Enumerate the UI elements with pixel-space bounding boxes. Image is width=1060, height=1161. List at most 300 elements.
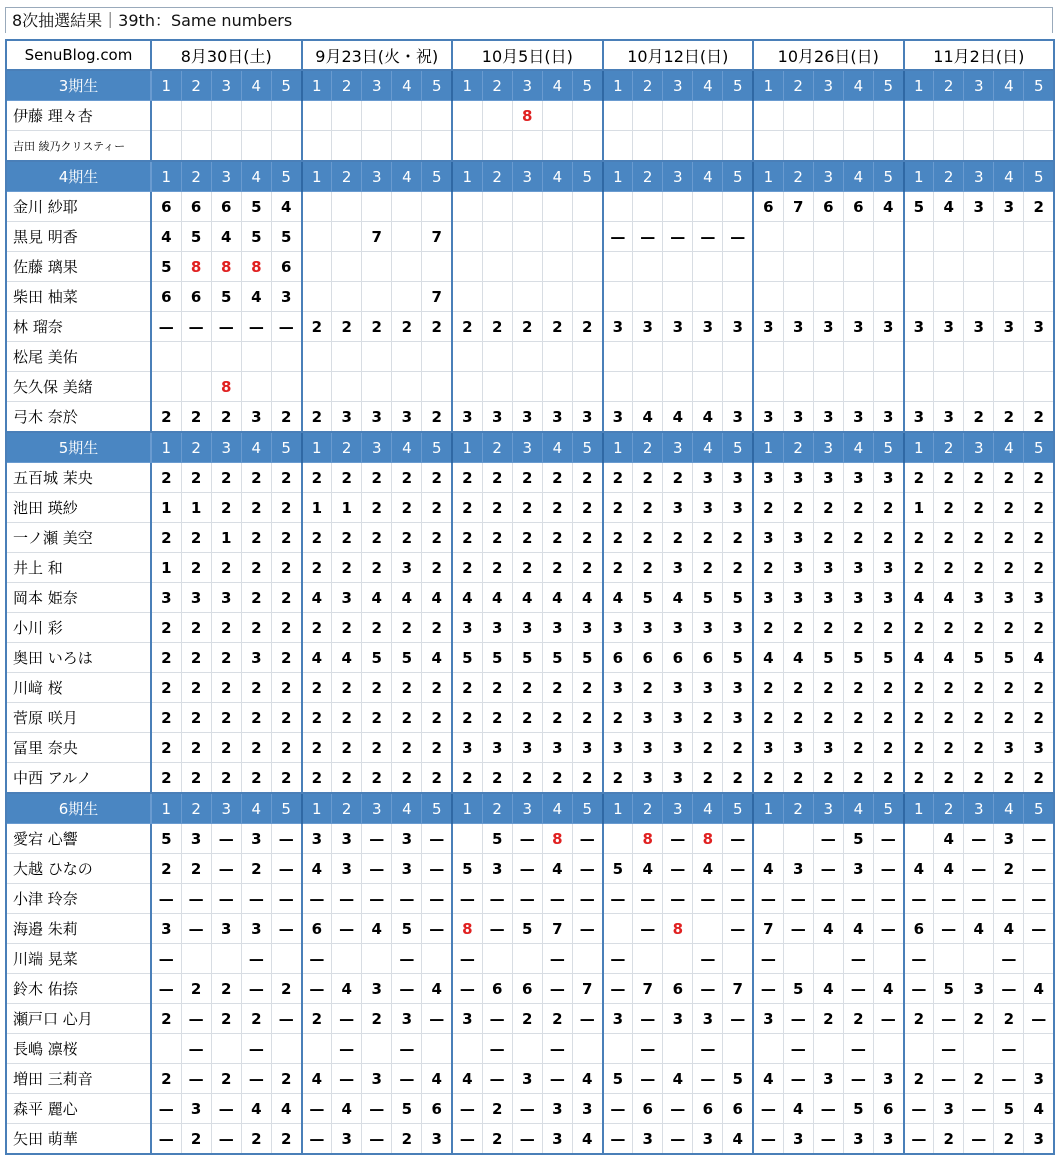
value-cell: 2	[603, 523, 633, 553]
value-cell	[663, 101, 693, 131]
value-cell: 2	[633, 553, 663, 583]
value-cell: 3	[603, 1004, 633, 1034]
value-cell: 6	[663, 643, 693, 673]
value-cell: 5	[542, 643, 572, 673]
value-cell: 3	[542, 1094, 572, 1124]
value-cell	[873, 222, 903, 252]
member-name: 鈴木 佑捺	[6, 974, 151, 1004]
value-cell	[392, 222, 422, 252]
table-row	[6, 553, 1054, 583]
column-number: 3	[512, 432, 542, 463]
value-cell: 2	[964, 673, 994, 703]
value-cell: 4	[1024, 974, 1054, 1004]
column-number: 1	[452, 70, 482, 101]
column-number: 1	[302, 793, 332, 824]
value-cell: 2	[241, 673, 271, 703]
value-cell: 2	[211, 553, 241, 583]
value-cell	[482, 282, 512, 312]
value-cell	[663, 252, 693, 282]
value-cell: 7	[422, 282, 452, 312]
value-cell: 3	[783, 312, 813, 342]
value-cell: 2	[934, 763, 964, 794]
value-cell: 3	[482, 733, 512, 763]
value-cell	[452, 252, 482, 282]
value-cell	[934, 372, 964, 402]
value-cell: 2	[211, 733, 241, 763]
value-cell: 2	[271, 523, 301, 553]
value-cell: —	[964, 884, 994, 914]
value-cell: 3	[362, 402, 392, 433]
value-cell: 4	[572, 1124, 602, 1155]
value-cell: 2	[964, 493, 994, 523]
column-number: 3	[964, 70, 994, 101]
column-number: 1	[151, 70, 181, 101]
member-name: 小津 玲奈	[6, 884, 151, 914]
value-cell: 4	[392, 583, 422, 613]
value-cell: 2	[633, 523, 663, 553]
value-cell: —	[422, 854, 452, 884]
table-row	[6, 342, 1054, 372]
value-cell: 3	[843, 553, 873, 583]
value-cell: —	[1024, 824, 1054, 854]
value-cell: 2	[994, 402, 1024, 433]
value-cell: 2	[452, 312, 482, 342]
value-cell: 4	[753, 1064, 783, 1094]
value-cell	[934, 222, 964, 252]
value-cell: 6	[151, 192, 181, 222]
value-cell: 7	[362, 222, 392, 252]
value-cell	[362, 131, 392, 162]
value-cell: —	[663, 854, 693, 884]
value-cell	[482, 342, 512, 372]
value-cell: 3	[964, 312, 994, 342]
column-number: 4	[693, 161, 723, 192]
value-cell: 2	[904, 703, 934, 733]
value-cell: 3	[873, 1124, 903, 1155]
value-cell: 5	[452, 643, 482, 673]
value-cell	[783, 131, 813, 162]
value-cell: —	[693, 1064, 723, 1094]
value-cell	[482, 192, 512, 222]
value-cell: 2	[843, 763, 873, 794]
value-cell	[693, 192, 723, 222]
value-cell	[603, 342, 633, 372]
value-cell: 2	[753, 613, 783, 643]
value-cell: 2	[512, 523, 542, 553]
value-cell	[813, 252, 843, 282]
value-cell: 2	[753, 553, 783, 583]
value-cell	[783, 824, 813, 854]
value-cell	[332, 222, 362, 252]
value-cell: —	[512, 854, 542, 884]
value-cell: 2	[181, 463, 211, 493]
value-cell: —	[542, 1064, 572, 1094]
value-cell: 2	[241, 703, 271, 733]
member-name: 増田 三莉音	[6, 1064, 151, 1094]
value-cell: 3	[151, 583, 181, 613]
value-cell: 3	[813, 583, 843, 613]
value-cell: 3	[964, 974, 994, 1004]
column-number: 1	[151, 161, 181, 192]
table-row	[6, 854, 1054, 884]
value-cell: —	[663, 222, 693, 252]
value-cell	[603, 282, 633, 312]
value-cell: 2	[1024, 463, 1054, 493]
table-row	[6, 372, 1054, 402]
value-cell: 3	[572, 1094, 602, 1124]
value-cell: 2	[332, 763, 362, 794]
value-cell: 2	[542, 312, 572, 342]
value-cell	[392, 342, 422, 372]
column-number: 4	[241, 70, 271, 101]
value-cell: 4	[904, 583, 934, 613]
column-number: 2	[482, 432, 512, 463]
column-number: 3	[362, 161, 392, 192]
value-cell: 6	[603, 643, 633, 673]
value-cell: 2	[904, 523, 934, 553]
value-cell: —	[482, 1034, 512, 1064]
value-cell	[392, 282, 422, 312]
value-cell: 2	[603, 463, 633, 493]
value-cell: —	[181, 914, 211, 944]
generation-label: 4期生	[6, 161, 151, 192]
value-cell: —	[211, 1124, 241, 1155]
value-cell	[482, 372, 512, 402]
value-cell: 2	[994, 613, 1024, 643]
value-cell	[362, 372, 392, 402]
value-cell	[753, 131, 783, 162]
value-cell	[332, 944, 362, 974]
value-cell: 4	[422, 583, 452, 613]
value-cell: 6	[693, 643, 723, 673]
table-row	[6, 1094, 1054, 1124]
value-cell: 1	[211, 523, 241, 553]
value-cell: —	[753, 974, 783, 1004]
table-row	[6, 402, 1054, 433]
value-cell: —	[904, 1124, 934, 1155]
value-cell: 6	[181, 192, 211, 222]
value-cell: —	[633, 914, 663, 944]
value-cell: —	[994, 944, 1024, 974]
value-cell: 5	[843, 643, 873, 673]
value-cell	[723, 252, 753, 282]
value-cell: 2	[271, 553, 301, 583]
value-cell: —	[904, 944, 934, 974]
column-number: 5	[422, 70, 452, 101]
value-cell	[512, 131, 542, 162]
value-cell: 2	[873, 613, 903, 643]
value-cell: 2	[994, 523, 1024, 553]
value-cell: —	[362, 884, 392, 914]
value-cell	[633, 372, 663, 402]
value-cell	[603, 914, 633, 944]
value-cell	[241, 342, 271, 372]
value-cell: 3	[603, 402, 633, 433]
value-cell	[994, 101, 1024, 131]
value-cell	[332, 252, 362, 282]
value-cell: 2	[241, 763, 271, 794]
value-cell: 5	[873, 643, 903, 673]
member-name: 冨里 奈央	[6, 733, 151, 763]
value-cell: 2	[904, 613, 934, 643]
value-cell: 2	[211, 763, 241, 794]
value-cell: 2	[302, 312, 332, 342]
value-cell	[904, 1034, 934, 1064]
value-cell: 3	[873, 1064, 903, 1094]
value-cell: —	[904, 1094, 934, 1124]
value-cell: 3	[663, 763, 693, 794]
value-cell: —	[783, 1064, 813, 1094]
value-cell: 2	[211, 974, 241, 1004]
value-cell	[332, 372, 362, 402]
generation-header-row	[6, 793, 1054, 824]
value-cell: 4	[904, 854, 934, 884]
value-cell: —	[843, 1034, 873, 1064]
value-cell: 2	[512, 553, 542, 583]
value-cell	[904, 131, 934, 162]
value-cell: 3	[302, 824, 332, 854]
value-cell: 6	[211, 192, 241, 222]
value-cell	[663, 372, 693, 402]
value-cell	[1024, 222, 1054, 252]
value-cell: 6	[873, 1094, 903, 1124]
value-cell	[572, 944, 602, 974]
value-cell: 4	[934, 854, 964, 884]
column-number: 1	[452, 161, 482, 192]
column-number: 3	[362, 793, 392, 824]
column-number: 5	[1024, 161, 1054, 192]
value-cell: 4	[783, 1094, 813, 1124]
value-cell	[211, 131, 241, 162]
column-number: 5	[572, 793, 602, 824]
value-cell: 2	[813, 1004, 843, 1034]
column-number: 2	[934, 432, 964, 463]
value-cell: —	[723, 1004, 753, 1034]
value-cell: —	[452, 1124, 482, 1155]
value-cell	[663, 131, 693, 162]
value-cell: 5	[843, 1094, 873, 1124]
date-header: 10月26日(日)	[753, 40, 903, 70]
value-cell: 2	[482, 463, 512, 493]
value-cell: 2	[241, 463, 271, 493]
value-cell: 3	[663, 493, 693, 523]
value-cell: 2	[994, 763, 1024, 794]
column-number: 5	[572, 161, 602, 192]
value-cell: 2	[753, 673, 783, 703]
value-cell: 4	[332, 974, 362, 1004]
value-cell: 3	[633, 763, 663, 794]
value-cell: —	[302, 944, 332, 974]
value-cell	[723, 101, 753, 131]
value-cell	[904, 282, 934, 312]
value-cell: 2	[482, 312, 512, 342]
value-cell	[904, 101, 934, 131]
value-cell: —	[181, 1064, 211, 1094]
value-cell	[452, 1034, 482, 1064]
value-cell: 2	[603, 493, 633, 523]
value-cell: —	[693, 1034, 723, 1064]
column-number: 2	[783, 161, 813, 192]
column-number: 1	[452, 432, 482, 463]
value-cell	[1024, 372, 1054, 402]
value-cell: 2	[512, 312, 542, 342]
table-row	[6, 703, 1054, 733]
value-cell: 2	[813, 763, 843, 794]
value-cell: —	[873, 914, 903, 944]
value-cell: 6	[753, 192, 783, 222]
value-cell	[512, 372, 542, 402]
value-cell	[783, 372, 813, 402]
value-cell	[271, 944, 301, 974]
value-cell: —	[904, 884, 934, 914]
value-cell: —	[753, 944, 783, 974]
value-cell: 2	[482, 1094, 512, 1124]
value-cell: 3	[633, 312, 663, 342]
value-cell: 6	[663, 974, 693, 1004]
column-number: 2	[934, 70, 964, 101]
table-row	[6, 523, 1054, 553]
column-number: 2	[934, 161, 964, 192]
value-cell: 3	[783, 463, 813, 493]
column-number: 2	[482, 161, 512, 192]
value-cell: 3	[241, 824, 271, 854]
value-cell: —	[422, 824, 452, 854]
date-header: 10月5日(日)	[452, 40, 603, 70]
value-cell	[572, 282, 602, 312]
value-cell	[633, 101, 663, 131]
value-cell: 3	[994, 312, 1024, 342]
value-cell: —	[362, 854, 392, 884]
generation-label: 5期生	[6, 432, 151, 463]
value-cell	[964, 372, 994, 402]
value-cell	[633, 282, 663, 312]
value-cell: 2	[572, 312, 602, 342]
value-cell: —	[452, 974, 482, 1004]
value-cell	[422, 252, 452, 282]
column-number: 1	[603, 70, 633, 101]
value-cell	[542, 101, 572, 131]
value-cell	[904, 252, 934, 282]
value-cell: —	[663, 824, 693, 854]
value-cell: 2	[572, 763, 602, 794]
value-cell: 1	[332, 493, 362, 523]
value-cell: —	[241, 312, 271, 342]
value-cell: —	[422, 914, 452, 944]
value-cell: 2	[452, 493, 482, 523]
value-cell: 4	[452, 583, 482, 613]
value-cell: 2	[271, 583, 301, 613]
value-cell: 3	[783, 583, 813, 613]
value-cell: 2	[392, 493, 422, 523]
value-cell: 2	[753, 703, 783, 733]
column-number: 3	[813, 432, 843, 463]
value-cell: 2	[151, 523, 181, 553]
value-cell: 2	[482, 673, 512, 703]
value-cell: 3	[512, 1064, 542, 1094]
value-cell	[813, 342, 843, 372]
value-cell: 3	[813, 733, 843, 763]
column-number: 5	[271, 793, 301, 824]
value-cell: 3	[633, 1124, 663, 1155]
value-cell: 2	[934, 733, 964, 763]
column-number: 4	[843, 161, 873, 192]
column-number: 4	[693, 70, 723, 101]
value-cell: 3	[542, 733, 572, 763]
value-cell: 5	[151, 252, 181, 282]
value-cell: 3	[934, 402, 964, 433]
value-cell: 6	[151, 282, 181, 312]
value-cell: 2	[422, 553, 452, 583]
value-cell: —	[151, 312, 181, 342]
value-cell: 4	[663, 402, 693, 433]
value-cell	[813, 101, 843, 131]
value-cell: 3	[994, 192, 1024, 222]
value-cell: 2	[783, 613, 813, 643]
value-cell: 2	[452, 763, 482, 794]
value-cell: 2	[603, 763, 633, 794]
value-cell: 3	[332, 854, 362, 884]
value-cell: 5	[723, 1064, 753, 1094]
value-cell: 2	[211, 643, 241, 673]
value-cell: 2	[1024, 402, 1054, 433]
value-cell: 6	[904, 914, 934, 944]
value-cell: 2	[181, 733, 211, 763]
value-cell: 2	[512, 463, 542, 493]
value-cell	[843, 342, 873, 372]
value-cell	[964, 1034, 994, 1064]
column-number: 2	[482, 793, 512, 824]
table-row	[6, 763, 1054, 794]
value-cell: 2	[422, 703, 452, 733]
column-number: 4	[843, 70, 873, 101]
value-cell: —	[1024, 1004, 1054, 1034]
value-cell: 3	[392, 1004, 422, 1034]
value-cell	[452, 342, 482, 372]
value-cell	[603, 101, 633, 131]
column-number: 1	[603, 161, 633, 192]
value-cell	[964, 282, 994, 312]
value-cell	[964, 252, 994, 282]
column-number: 3	[663, 70, 693, 101]
column-number: 5	[271, 432, 301, 463]
value-cell: 8	[663, 914, 693, 944]
value-cell: 8	[181, 252, 211, 282]
value-cell: 5	[151, 824, 181, 854]
value-cell: 3	[753, 583, 783, 613]
value-cell: 2	[181, 763, 211, 794]
value-cell: 3	[873, 583, 903, 613]
value-cell: 4	[934, 824, 964, 854]
value-cell: 3	[753, 463, 783, 493]
value-cell: —	[572, 914, 602, 944]
value-cell	[843, 282, 873, 312]
value-cell	[964, 101, 994, 131]
value-cell: 2	[241, 523, 271, 553]
value-cell: 2	[362, 312, 392, 342]
value-cell: 2	[362, 553, 392, 583]
value-cell: —	[873, 1004, 903, 1034]
value-cell: 2	[783, 493, 813, 523]
value-cell: 3	[783, 854, 813, 884]
value-cell: 2	[964, 733, 994, 763]
value-cell: —	[783, 914, 813, 944]
value-cell	[332, 282, 362, 312]
value-cell	[603, 1034, 633, 1064]
value-cell: 2	[873, 733, 903, 763]
value-cell: —	[542, 974, 572, 1004]
member-name: 林 瑠奈	[6, 312, 151, 342]
value-cell: 5	[271, 222, 301, 252]
